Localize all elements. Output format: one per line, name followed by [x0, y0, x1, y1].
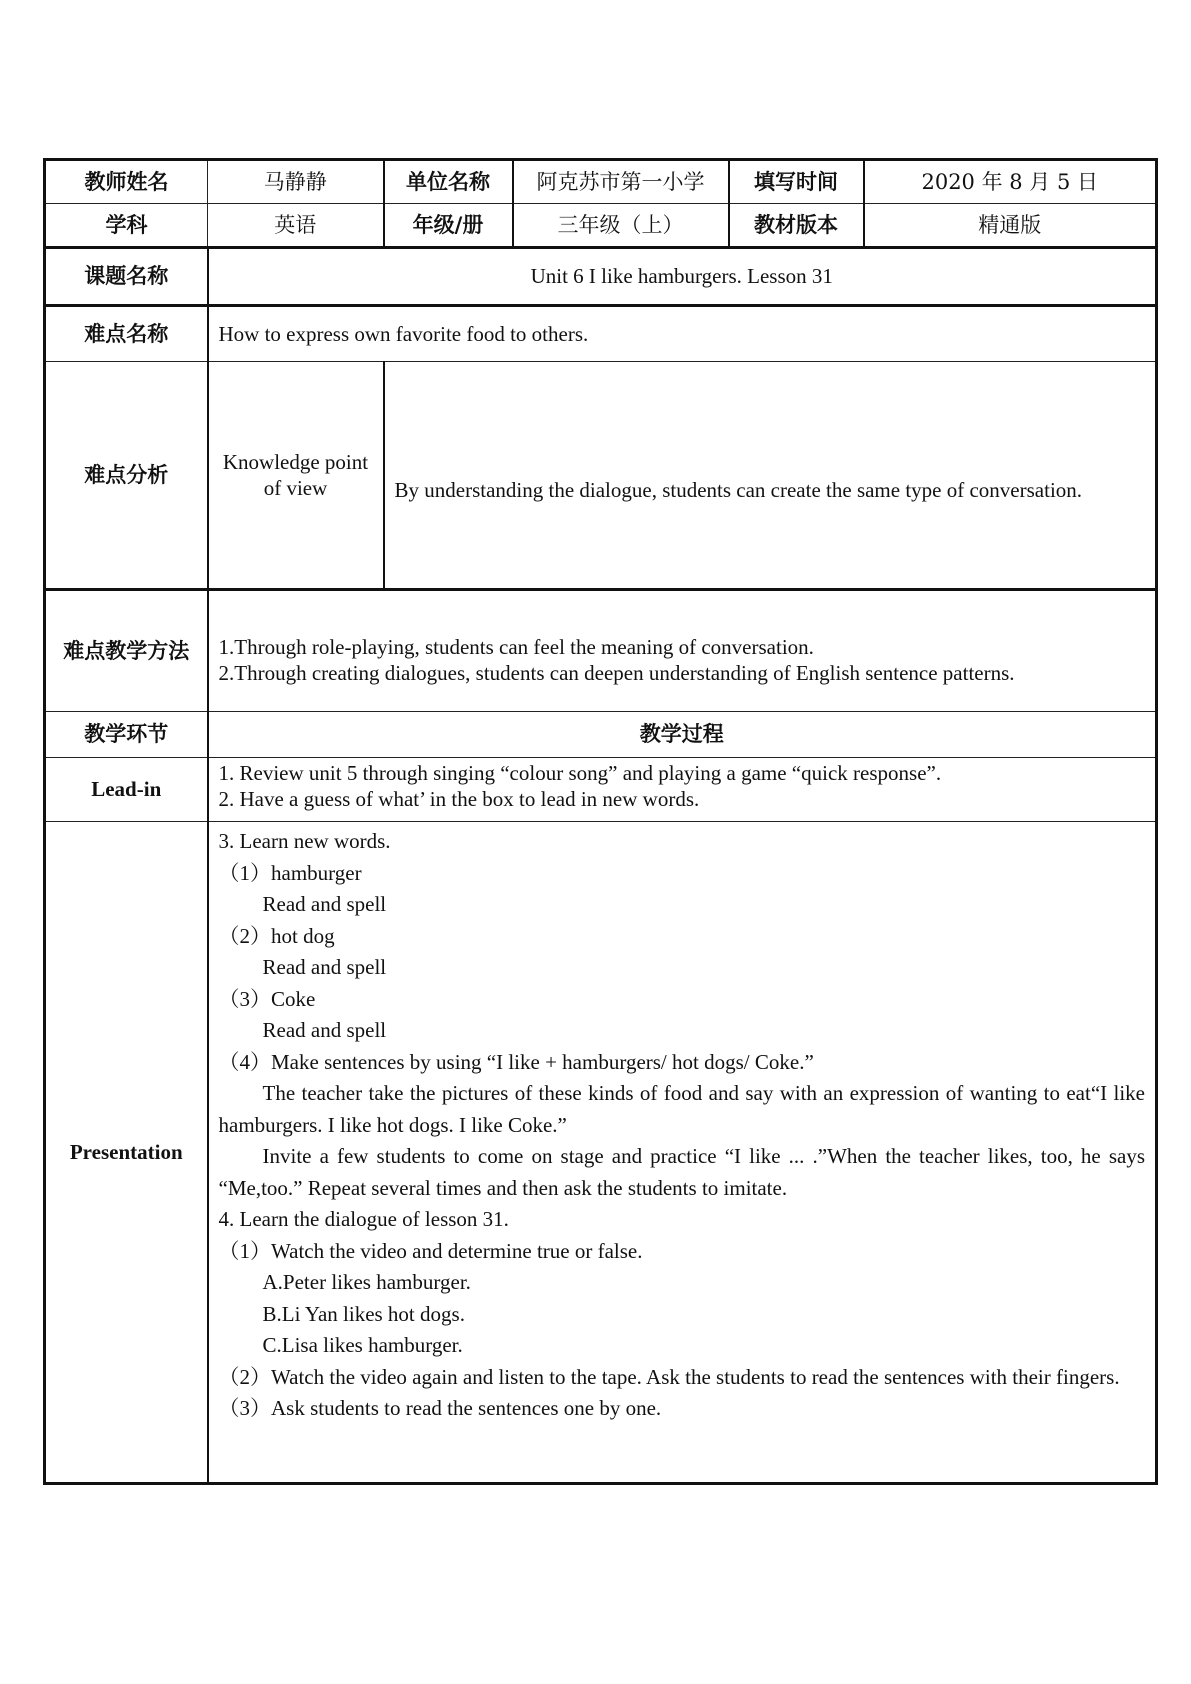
fill-date-label: 填写时间 [729, 160, 864, 204]
lesson-plan-table [43, 158, 1158, 1485]
edition-label: 教材版本 [729, 204, 864, 248]
presentation-line: B.Li Yan likes hot dogs. [262, 1301, 465, 1326]
info-row-1 [45, 160, 1157, 204]
analysis-sublabel-line2: of view [263, 476, 328, 500]
subject-value: 英语 [208, 204, 384, 248]
method-line-1: 1.Through role-playing, students can feel the meaning of conversation. [218, 634, 814, 659]
lead-in-content [208, 758, 1157, 822]
difficulty-row [45, 306, 1157, 362]
process-header-row [45, 712, 1157, 758]
presentation-line: （2）hot dog [218, 923, 335, 948]
analysis-sublabel [208, 362, 384, 590]
presentation-line: Read and spell [262, 955, 387, 979]
subject-label: 学科 [45, 204, 208, 248]
presentation-line: C.Lisa likes hamburger. [262, 1333, 463, 1357]
difficulty-value: How to express own favorite food to others. [208, 306, 1157, 362]
presentation-line: Read and spell [262, 1018, 387, 1042]
presentation-line: （1）hamburger [218, 860, 362, 885]
stage-label: 教学环节 [45, 712, 208, 758]
presentation-paragraph: Invite a few students to come on stage and practice “I like ... .”When the teacher likes, too, he says “Me,too.” Repeat several times and then ask the students to imitate. [218, 1144, 1145, 1200]
presentation-line: 3. Learn new words. [218, 829, 391, 853]
topic-label: 课题名称 [45, 248, 208, 306]
unit-name-label: 单位名称 [384, 160, 513, 204]
analysis-value: By understanding the dialogue, students can create the same type of conversation. [384, 362, 1157, 590]
teacher-name-value: 马静静 [208, 160, 384, 204]
method-row [45, 590, 1157, 712]
topic-value: Unit 6 I like hamburgers. Lesson 31 [208, 248, 1157, 306]
presentation-line: Read and spell [262, 892, 387, 916]
lead-in-line-1: 1. Review unit 5 through singing “colour song” and playing a game “quick response”. [218, 761, 942, 785]
process-label: 教学过程 [208, 712, 1157, 758]
info-row-2 [45, 204, 1157, 248]
presentation-content [208, 822, 1157, 1484]
presentation-line: 4. Learn the dialogue of lesson 31. [218, 1207, 509, 1231]
method-line-2: 2.Through creating dialogues, students can deepen understanding of English sentence patterns. [218, 661, 1015, 685]
analysis-row [45, 362, 1157, 590]
topic-row [45, 248, 1157, 306]
edition-value: 精通版 [864, 204, 1157, 248]
difficulty-label: 难点名称 [45, 306, 208, 362]
presentation-line: A.Peter likes hamburger. [262, 1270, 471, 1294]
presentation-paragraph: （2）Watch the video again and listen to the tape. Ask the students to read the sentences with their fingers. [218, 1364, 1120, 1389]
lead-in-row [45, 758, 1157, 822]
grade-value: 三年级（上） [513, 204, 729, 248]
method-label: 难点教学方法 [45, 590, 208, 712]
presentation-line: （4）Make sentences by using “I like + hamburgers/ hot dogs/ Coke.” [218, 1049, 814, 1074]
presentation-line: （3）Coke [218, 986, 316, 1011]
lead-in-label: Lead-in [45, 758, 208, 822]
grade-label: 年级/册 [384, 204, 513, 248]
analysis-label: 难点分析 [45, 362, 208, 590]
fill-date-value: 2020 年 8 月 5 日 [864, 160, 1157, 204]
analysis-sublabel-line1: Knowledge point [222, 449, 369, 474]
presentation-paragraph: The teacher take the pictures of these kinds of food and say with an expression of wanting to eat“I like hamburgers. I like hot dogs. I like Coke.” [218, 1081, 1145, 1137]
presentation-label: Presentation [45, 822, 208, 1484]
presentation-row [45, 822, 1157, 1484]
teacher-name-label: 教师姓名 [45, 160, 208, 204]
unit-name-value: 阿克苏市第一小学 [513, 160, 729, 204]
lead-in-line-2: 2. Have a guess of what’ in the box to lead in new words. [218, 787, 700, 812]
presentation-line: （1）Watch the video and determine true or false. [218, 1238, 643, 1263]
method-content [208, 590, 1157, 712]
presentation-line: （3）Ask students to read the sentences one by one. [218, 1396, 662, 1420]
